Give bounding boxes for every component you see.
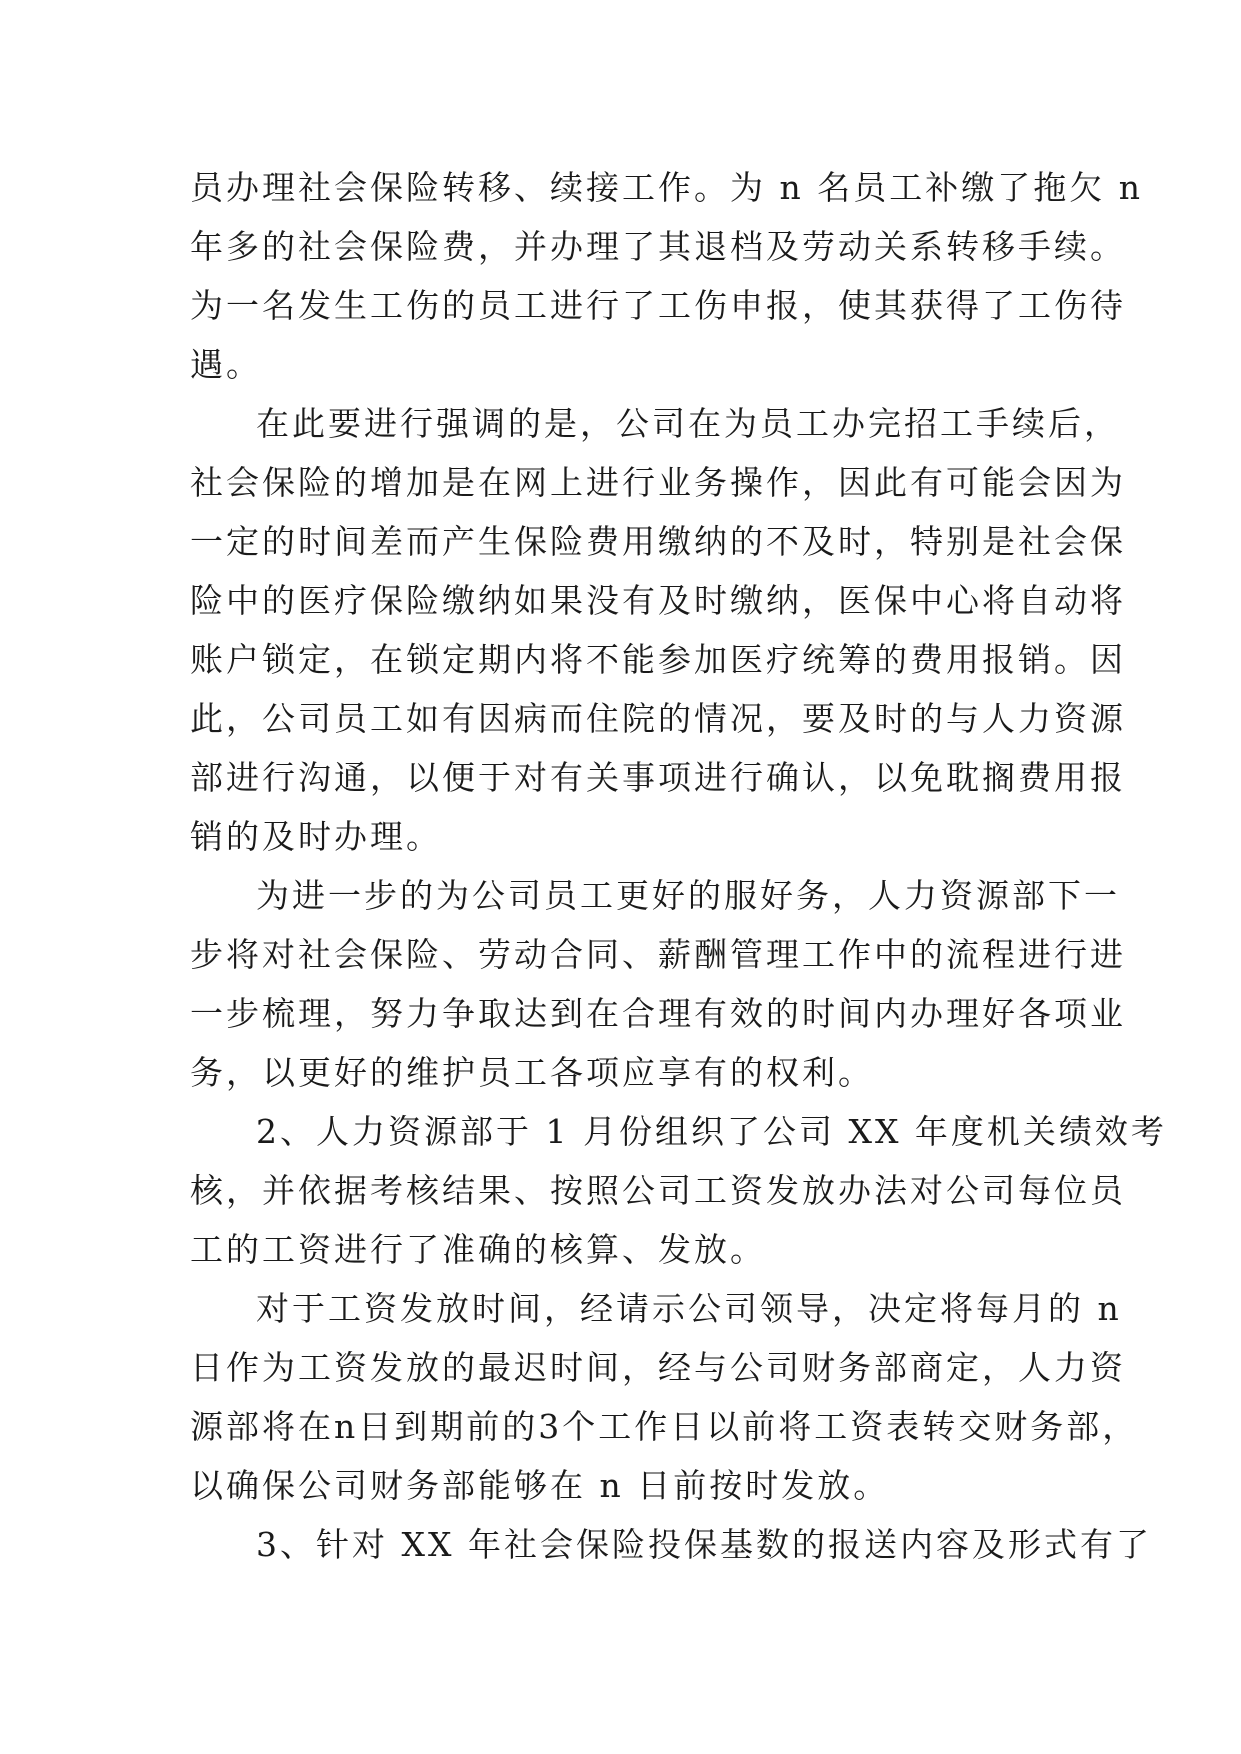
text-line: 步将对社会保险、劳动合同、薪酬管理工作中的流程进行进 — [190, 935, 1126, 974]
text-line: 险中的医疗保险缴纳如果没有及时缴纳，医保中心将自动将 — [190, 581, 1126, 620]
text-line: 遇。 — [190, 345, 262, 384]
text-line: 销的及时办理。 — [190, 817, 442, 856]
paragraph-first-line: 对于工资发放时间，经请示公司领导，决定将每月的 n — [256, 1289, 1122, 1328]
text-line: 员办理社会保险转移、续接工作。为 n 名员工补缴了拖欠 n — [190, 168, 1143, 207]
text-line: 核，并依据考核结果、按照公司工资发放办法对公司每位员 — [190, 1171, 1126, 1210]
text-line: 部进行沟通，以便于对有关事项进行确认，以免耽搁费用报 — [190, 758, 1126, 797]
text-line: 务，以更好的维护员工各项应享有的权利。 — [190, 1053, 874, 1092]
text-line: 账户锁定，在锁定期内将不能参加医疗统筹的费用报销。因 — [190, 640, 1126, 679]
text-line: 年多的社会保险费，并办理了其退档及劳动关系转移手续。 — [190, 227, 1126, 266]
paragraph-first-line: 在此要进行强调的是，公司在为员工办完招工手续后， — [256, 404, 1120, 443]
text-line: 一步梳理，努力争取达到在合理有效的时间内办理好各项业 — [190, 994, 1126, 1033]
text-line: 为一名发生工伤的员工进行了工伤申报，使其获得了工伤待 — [190, 286, 1126, 325]
text-line: 工的工资进行了准确的核算、发放。 — [190, 1230, 766, 1269]
text-line: 社会保险的增加是在网上进行业务操作，因此有可能会因为 — [190, 463, 1126, 502]
text-line: 日作为工资发放的最迟时间，经与公司财务部商定，人力资 — [190, 1348, 1126, 1387]
text-line: 一定的时间差而产生保险费用缴纳的不及时，特别是社会保 — [190, 522, 1126, 561]
paragraph-first-line: 为进一步的为公司员工更好的服好务，人力资源部下一 — [256, 876, 1120, 915]
text-line: 此，公司员工如有因病而住院的情况，要及时的与人力资源 — [190, 699, 1126, 738]
text-line: 以确保公司财务部能够在 n 日前按时发放。 — [190, 1466, 890, 1505]
text-line: 源部将在n日到期前的3个工作日以前将工资表转交财务部， — [190, 1407, 1139, 1446]
paragraph-first-line: 3、针对 XX 年社会保险投保基数的报送内容及形式有了 — [256, 1525, 1152, 1564]
paragraph-first-line: 2、人力资源部于 1 月份组织了公司 XX 年度机关绩效考 — [256, 1112, 1167, 1151]
document-body — [190, 158, 1167, 1574]
